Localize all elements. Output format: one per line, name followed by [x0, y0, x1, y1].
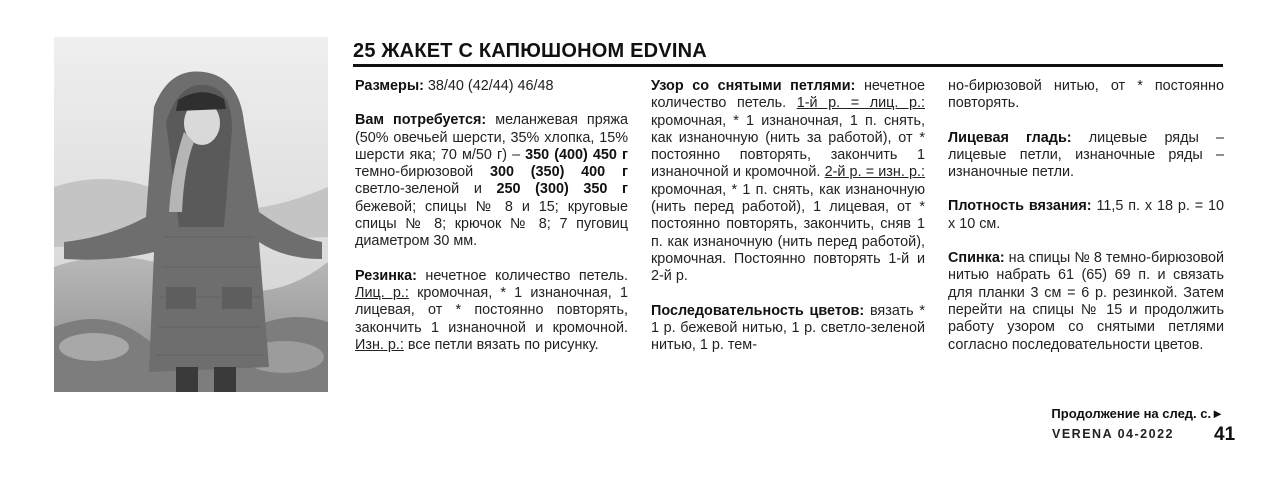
- yarn-amount-1: 350 (400) 450 г: [525, 146, 628, 163]
- color-sequence-paragraph: [651, 303, 925, 355]
- rib-knit-row-label: Лиц. р.:: [355, 284, 409, 301]
- materials-label: Вам потребуется:: [355, 112, 487, 129]
- gauge-label: Плотность вязания:: [948, 198, 1092, 215]
- back-paragraph: [948, 250, 1224, 354]
- sizes-value: 38/40 (42/44) 46/48: [423, 78, 554, 94]
- text-column-3: [948, 78, 1224, 371]
- title-divider: [353, 64, 1223, 67]
- rib-text: все петли вязать по рисунку.: [403, 336, 599, 353]
- rib-text: нечетное количество петель.: [416, 267, 628, 284]
- color-sequence-continued: но-бирюзовой нитью, от * постоянно повторять.: [948, 78, 1224, 112]
- slip-pattern-text: кромочная, * 1 п. снять, как изнаночную (нить перед работой), 1 лицевая, от * постоянно повторять, закончить, сняв 1 п. как изнаночную (нить перед работой), кромочная. Постоянно повторять 1-й и 2-й р.: [651, 181, 925, 285]
- sizes-label: Размеры:: [355, 78, 424, 94]
- materials-text: меланжевая пряжа (50% овечьей шерсти, 35% хлопка, 15% шерсти яка; 70 м/50 г) –: [355, 112, 628, 163]
- slip-row-2-label: 2-й р. = изн. р.:: [824, 164, 925, 181]
- text-column-2: [651, 78, 925, 371]
- rib-paragraph: [355, 268, 628, 354]
- slip-row-1-label: 1-й р. = лиц. р.:: [796, 95, 925, 112]
- rib-text: кромочная, * 1 изнаночная, 1 лицевая, от * постоянно повторять, закончить 1 изнаночной и кромочной.: [355, 284, 628, 336]
- back-text: на спицы № 8 темно-бирюзовой нитью набрать 61 (65) 69 п. и связать для планки 3 см = 6 р. резинкой. Затем перейти на спицы № 15 и продолжить работу узором со снятыми петлями согласно последовательности цветов.: [948, 250, 1224, 353]
- article-title: 25 ЖАКЕТ С КАПЮШОНОМ EDVINA: [353, 40, 707, 62]
- sizes-paragraph: [355, 78, 628, 95]
- color-sequence-label: Последовательность цветов:: [651, 302, 865, 319]
- stockinette-label: Лицевая гладь:: [948, 129, 1072, 146]
- stockinette-paragraph: [948, 130, 1224, 182]
- slip-pattern-text: кромочная, * 1 изнаночная, 1 п. снять, как изнаночную (нить за работой), от * постоянно повторять, закончить 1 изнаночной и кромочной.: [651, 112, 925, 181]
- continued-next-page: Продолжение на след. с.►: [1051, 406, 1224, 421]
- yarn-amount-3: 250 (300) 350 г: [496, 181, 629, 198]
- rib-label: Резинка:: [355, 267, 417, 284]
- color-sequence-text: вязать * 1 р. бежевой нитью, 1 р. светло-зеленой нитью, 1 р. тем-: [651, 302, 926, 354]
- materials-text: бежевой; спицы № 8 и 15; круговые спицы № 8; крючок № 8; 7 пуговиц диаметром 30 мм.: [355, 198, 628, 250]
- gauge-paragraph: [948, 198, 1224, 233]
- page-number: 41: [1214, 424, 1236, 445]
- stockinette-text: лицевые ряды – лицевые петли, изнаночные ряды – изнаночные петли.: [948, 129, 1225, 181]
- magazine-issue: VERENA 04-2022: [1052, 427, 1174, 441]
- materials-paragraph: [355, 112, 628, 250]
- materials-text: темно-бирюзовой: [355, 164, 490, 181]
- slip-pattern-label: Узор со снятыми петлями:: [651, 78, 856, 94]
- gauge-text: 11,5 п. х 18 р. = 10 х 10 см.: [948, 198, 1224, 232]
- slip-pattern-paragraph: [651, 78, 925, 286]
- back-label: Спинка:: [948, 250, 1005, 267]
- materials-text: светло-зеленой и: [355, 181, 497, 198]
- rib-purl-row-label: Изн. р.:: [355, 336, 404, 353]
- slip-pattern-text: нечетное количество петель.: [651, 78, 925, 112]
- yarn-amount-2: 300 (350) 400 г: [489, 164, 629, 181]
- text-column-1: [355, 78, 628, 371]
- woman-in-hooded-jacket-photo: [54, 37, 328, 392]
